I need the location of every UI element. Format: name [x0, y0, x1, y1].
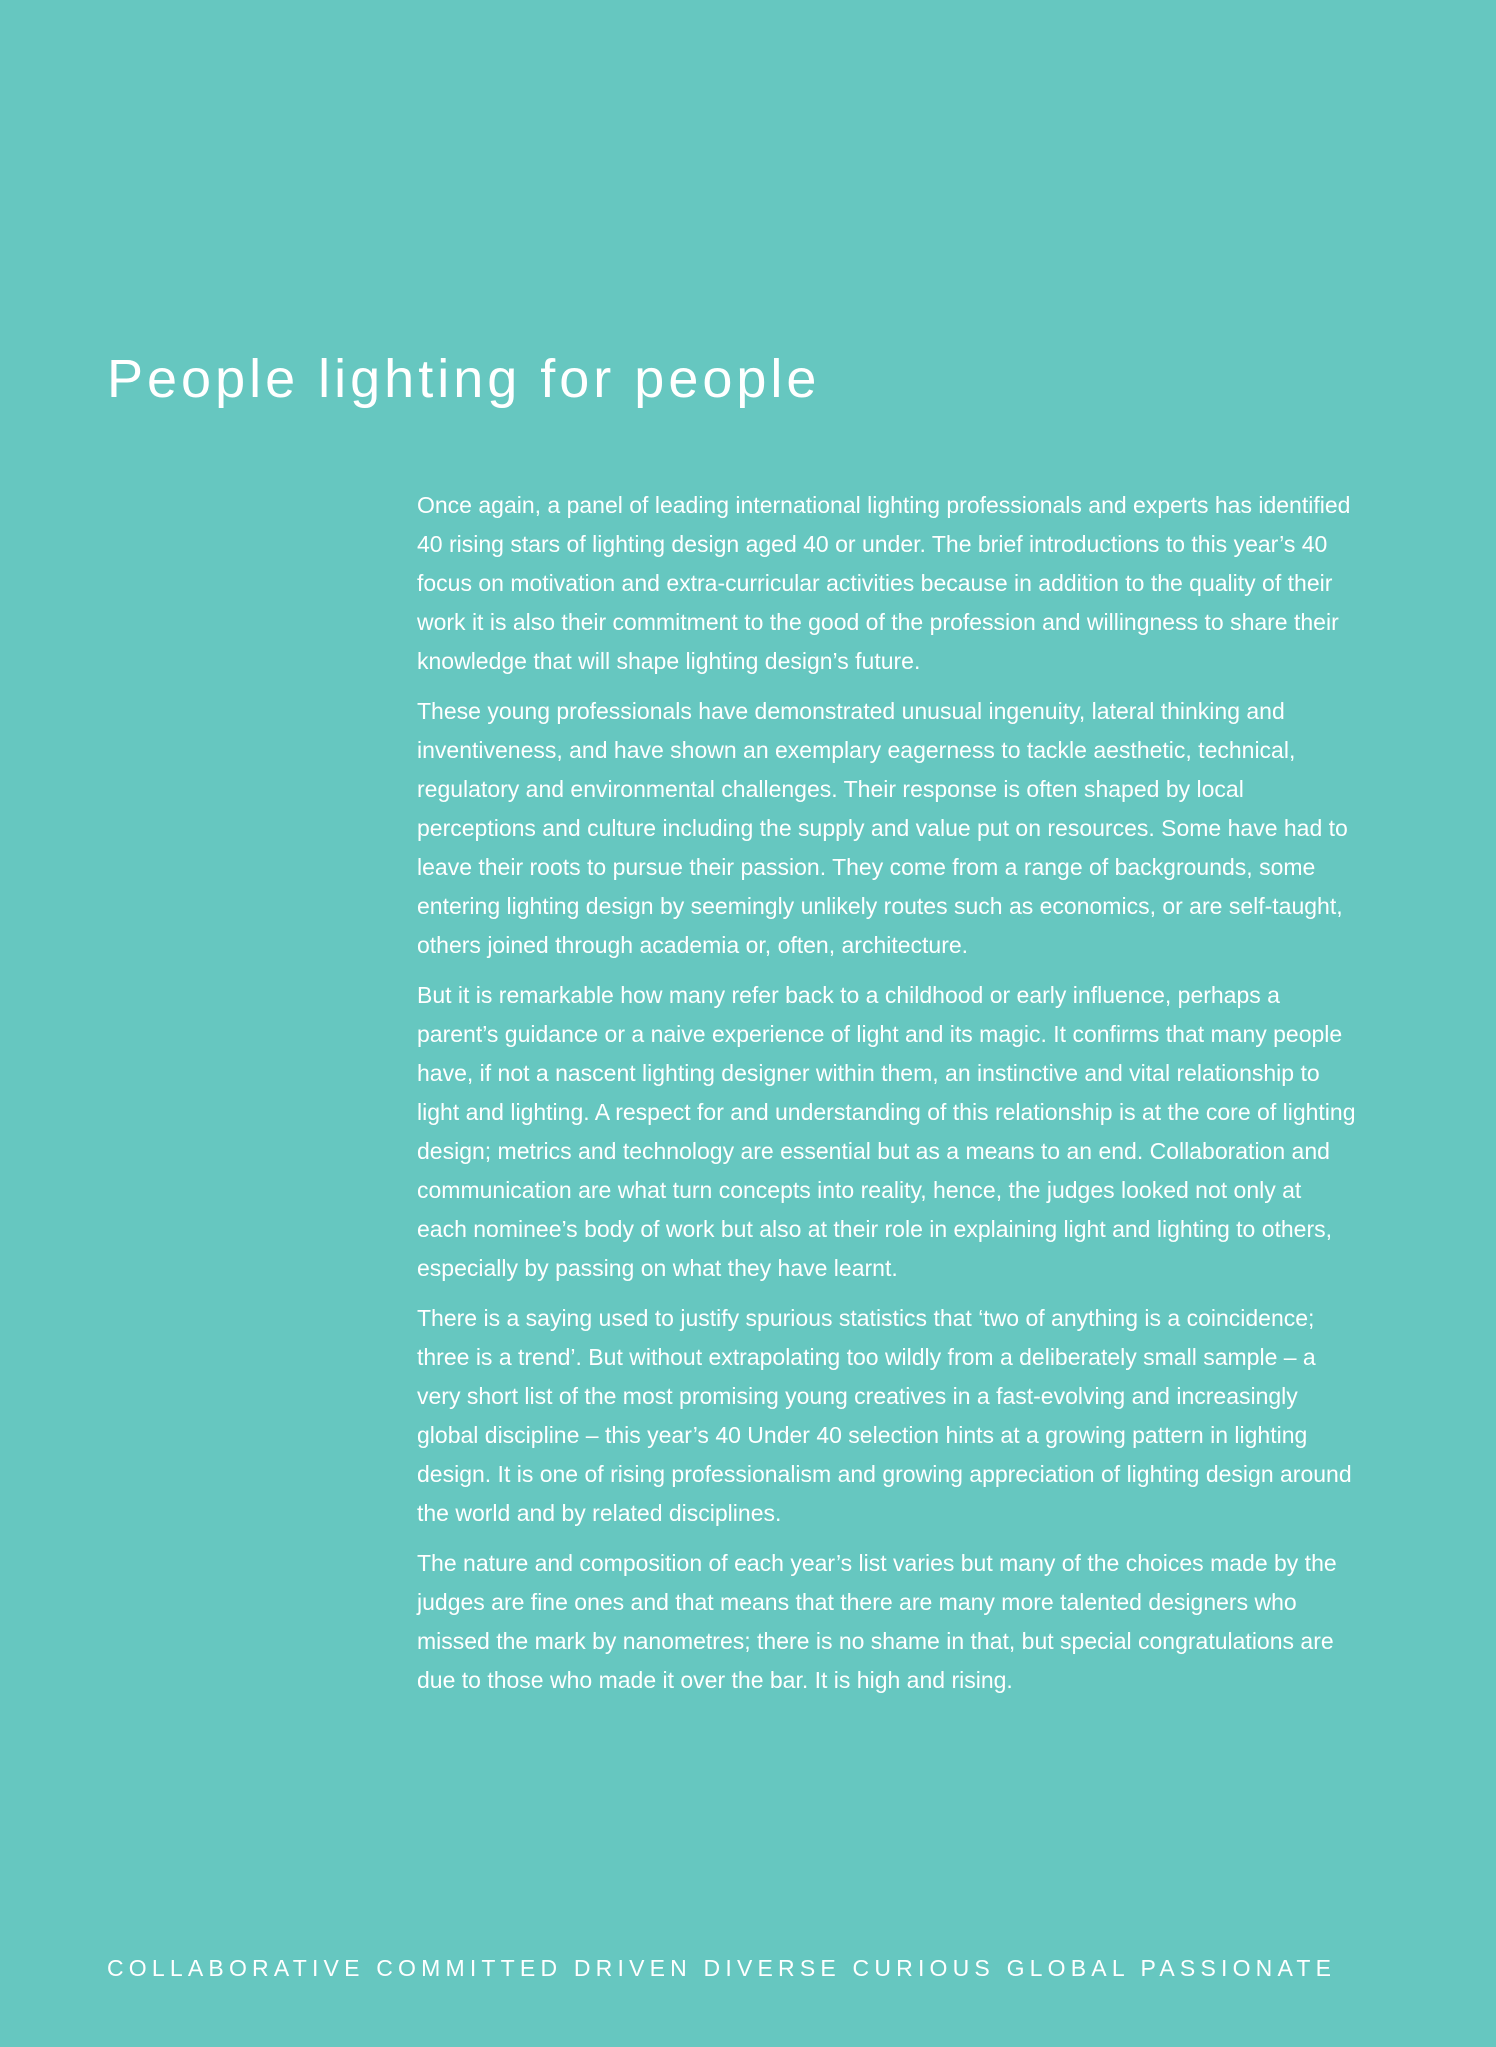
- paragraph-childhood-influence: But it is remarkable how many refer back to a childhood or early influence, perhaps a parent’s guidance or a naive experience of light and its magic. It confirms that many people have, if not a nascent lighting designer within them, an instinctive and vital relationship to light and lighting. A respect for and understanding of this relationship is at the core of lighting design; metrics and technology are essential but as a means to an end. Collaboration and communication are what turn concepts into reality, hence, the judges looked not only at each nominee’s body of work but also at their role in explaining light and lighting to others, especially by passing on what they have learnt.: [417, 982, 1356, 1281]
- footer-tagline: COLLABORATIVE COMMITTED DRIVEN DIVERSE CURIOUS GLOBAL PASSIONATE: [107, 1955, 1337, 1981]
- paragraph-congratulations: The nature and composition of each year’s list varies but many of the choices made by the judges are fine ones and that means that there are many more talented designers who missed the mark by nanometres; there is no shame in that, but special congratulations are due to those who made it over the bar. It is high and rising.: [417, 1550, 1337, 1693]
- page-title: People lighting for people: [107, 349, 821, 409]
- paragraph-young-professionals: These young professionals have demonstrated unusual ingenuity, lateral thinking and inventiveness, and have shown an exemplary eagerness to tackle aesthetic, technical, regulatory and environmental challenges. Their response is often shaped by local perceptions and culture including the supply and value put on resources. Some have had to leave their roots to pursue their passion. They come from a range of backgrounds, some entering lighting design by seemingly unlikely routes such as economics, or are self-taught, others joined through academia or, often, architecture.: [417, 698, 1348, 958]
- paragraph-intro: Once again, a panel of leading international lighting professionals and experts has identified 40 rising stars of lighting design aged 40 or under. The brief introductions to this year’s 40 focus on motivation and extra-curricular activities because in addition to the quality of their work it is also their commitment to the good of the profession and willingness to share their knowledge that will shape lighting design’s future.: [417, 492, 1351, 674]
- article-body: [417, 486, 1357, 1711]
- paragraph-growing-pattern: There is a saying used to justify spurious statistics that ‘two of anything is a coincidence; three is a trend’. But without extrapolating too wildly from a deliberately small sample – a very short list of the most promising young creatives in a fast-evolving and increasingly global discipline – this year’s 40 Under 40 selection hints at a growing pattern in lighting design. It is one of rising professionalism and growing appreciation of lighting design around the world and by related disciplines.: [417, 1305, 1352, 1526]
